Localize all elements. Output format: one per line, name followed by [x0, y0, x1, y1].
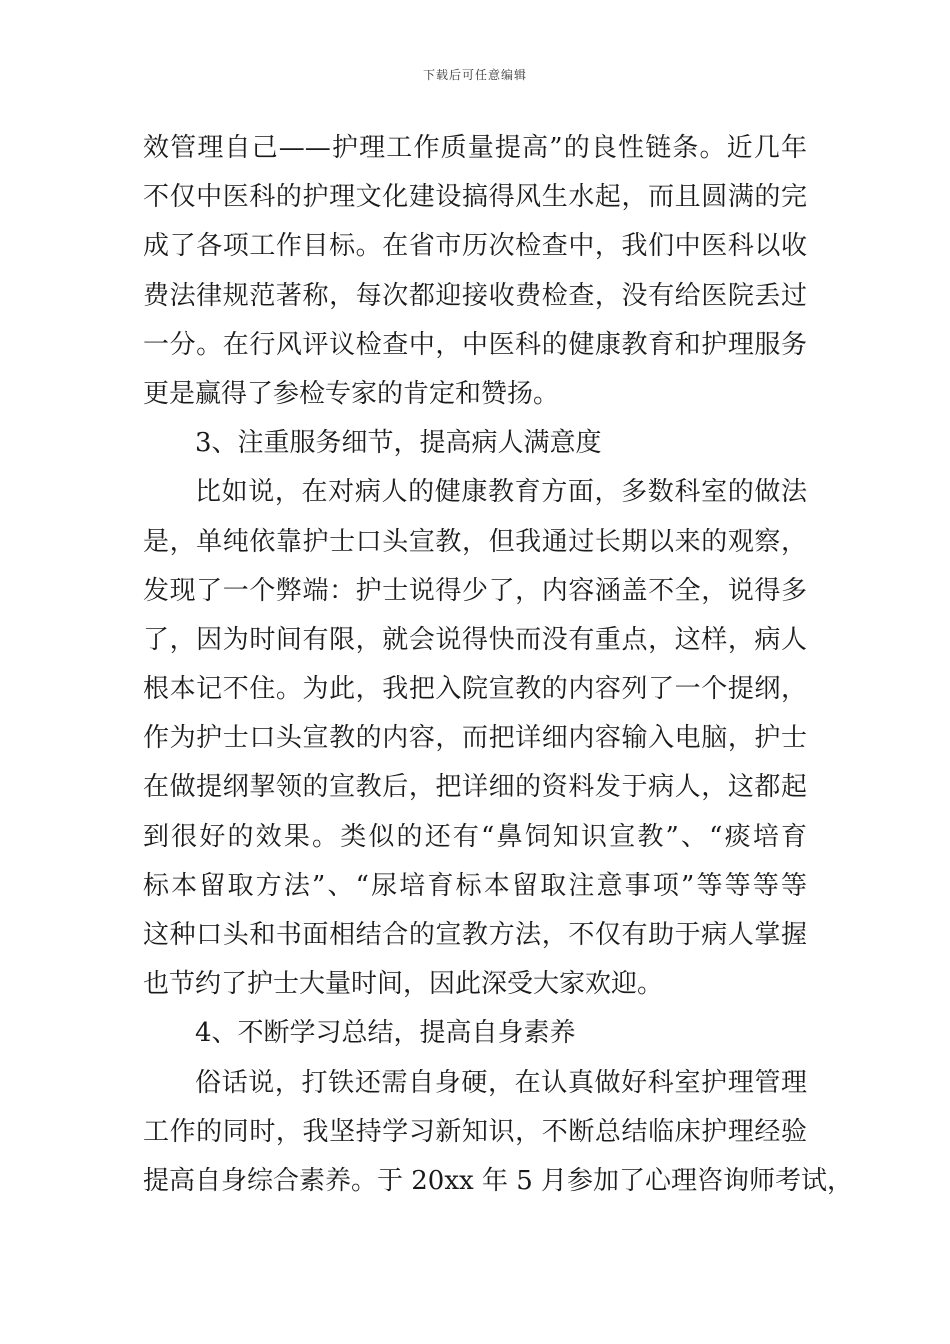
text-line: 了，因为时间有限，就会说得快而没有重点，这样，病人 — [143, 624, 807, 655]
text-line: 根本记不住。为此，我把入院宣教的内容列了一个提纲， — [143, 674, 807, 705]
text-line: 提高自身综合素养。于 20xx 年 5 月参加了心理咨询师考试， — [143, 1165, 854, 1196]
text-line: 成了各项工作目标。在省市历次检查中，我们中医科以收 — [143, 231, 807, 262]
text-line: 在做提纲挈领的宣教后，把详细的资料发于病人，这都起 — [143, 772, 807, 803]
text-line: 发现了一个弊端：护士说得少了，内容涵盖不全，说得多 — [143, 575, 807, 606]
text-line: 效管理自己——护理工作质量提高”的良性链条。近几年 — [143, 133, 807, 163]
text-line: 一分。在行风评议检查中，中医科的健康教育和护理服务 — [143, 329, 807, 360]
text-line: 俗话说，打铁还需自身硬，在认真做好科室护理管理 — [195, 1067, 807, 1098]
text-line: 不仅中医科的护理文化建设搞得风生水起，而且圆满的完 — [143, 182, 807, 213]
text-line: 这种口头和书面相结合的宣教方法，不仅有助于病人掌握 — [143, 920, 807, 950]
text-line: 费法律规范著称，每次都迎接收费检查，没有给医院丢过 — [143, 280, 807, 311]
text-line: 比如说，在对病人的健康教育方面，多数科室的做法 — [195, 477, 807, 508]
text-line: 标本留取方法”、“尿培育标本留取注意事项”等等等等 — [143, 870, 807, 901]
text-line: 工作的同时，我坚持学习新知识，不断总结临床护理经验 — [143, 1116, 807, 1147]
text-line: 3、注重服务细节，提高病人满意度 — [195, 428, 602, 459]
page-header: 下载后可任意编辑 — [422, 68, 527, 82]
text-line: 也节约了护士大量时间，因此深受大家欢迎。 — [143, 969, 664, 1000]
text-line: 更是赢得了参检专家的肯定和赞扬。 — [143, 378, 560, 409]
text-line: 是，单纯依靠护士口头宣教，但我通过长期以来的观察， — [143, 526, 807, 557]
text-line: 作为护士口头宣教的内容，而把详细内容输入电脑，护士 — [143, 723, 807, 754]
document-body — [143, 124, 854, 1206]
text-line: 到很好的效果。类似的还有“鼻饲知识宣教”、“痰培育 — [143, 821, 807, 852]
text-line: 4、不断学习总结，提高自身素养 — [195, 1018, 576, 1049]
